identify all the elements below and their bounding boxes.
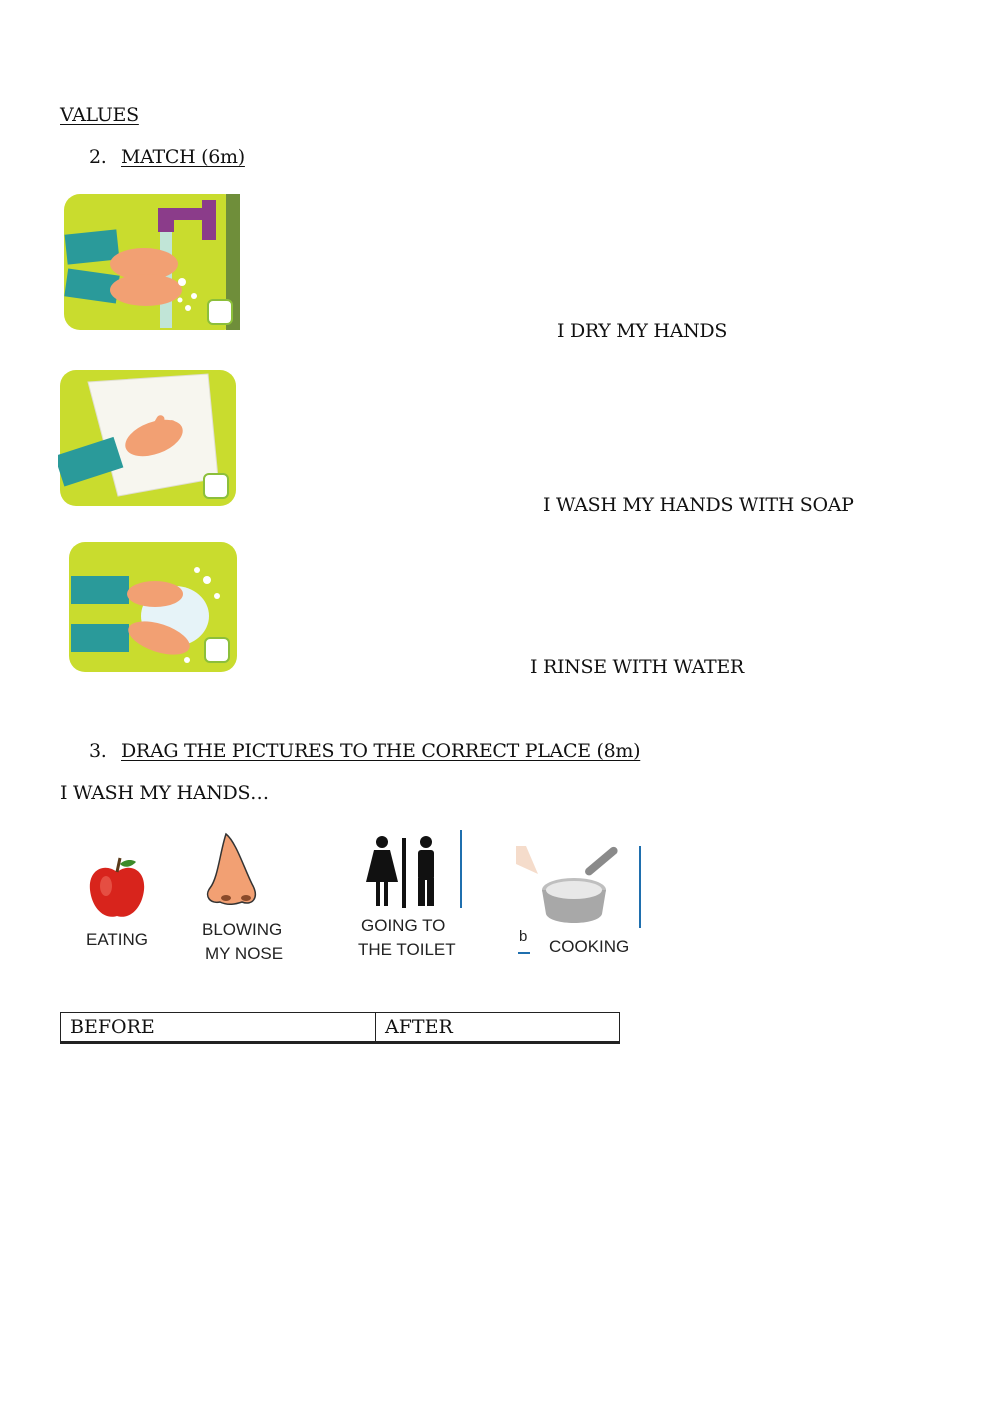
before-after-table xyxy=(60,1012,620,1044)
drag-item-eating-label: EATING xyxy=(86,930,149,949)
drag-item-cooking-fragment: b xyxy=(519,928,528,945)
tap-rinse-image[interactable] xyxy=(62,192,242,332)
section-3-number: 3. xyxy=(89,740,107,762)
drag-item-going-toilet-label-1: GOING TO xyxy=(361,916,446,935)
apple-icon xyxy=(86,856,148,922)
match-option-soap[interactable]: I WASH MY HANDS WITH SOAP xyxy=(543,494,854,516)
drag-item-blowing-nose-label-1: BLOWING xyxy=(202,920,283,939)
section-2-title: MATCH (6m) xyxy=(121,146,245,168)
drag-item-going-toilet-label-2: THE TOILET xyxy=(358,940,456,959)
toilet-sign-icon xyxy=(366,836,442,908)
after-header: AFTER xyxy=(376,1013,620,1042)
drag-item-going-toilet[interactable] xyxy=(352,830,464,964)
image-edge-line xyxy=(639,846,641,928)
page-heading: VALUES xyxy=(60,104,139,126)
drag-item-eating[interactable] xyxy=(80,856,180,956)
image-edge-line xyxy=(460,830,462,908)
frying-pan-icon xyxy=(516,846,626,928)
drag-item-cooking[interactable] xyxy=(514,846,644,958)
before-header: BEFORE xyxy=(61,1013,376,1042)
section-2-number: 2. xyxy=(89,146,107,168)
drag-item-blowing-nose[interactable] xyxy=(198,832,308,966)
text-cursor-mark xyxy=(518,952,530,954)
drag-item-cooking-label: COOKING xyxy=(549,937,630,956)
section-3-subtitle: I WASH MY HANDS… xyxy=(60,782,269,804)
section-3-title: DRAG THE PICTURES TO THE CORRECT PLACE (8m) xyxy=(121,740,641,762)
match-option-rinse[interactable]: I RINSE WITH WATER xyxy=(530,656,744,678)
drag-item-blowing-nose-label-2: MY NOSE xyxy=(205,944,284,963)
towel-dry-image[interactable] xyxy=(58,368,238,508)
before-drop-zone[interactable] xyxy=(61,1043,376,1044)
nose-icon xyxy=(202,832,264,908)
match-option-dry[interactable]: I DRY MY HANDS xyxy=(557,320,728,342)
soap-wash-image[interactable] xyxy=(67,540,247,680)
after-drop-zone[interactable] xyxy=(376,1043,620,1044)
